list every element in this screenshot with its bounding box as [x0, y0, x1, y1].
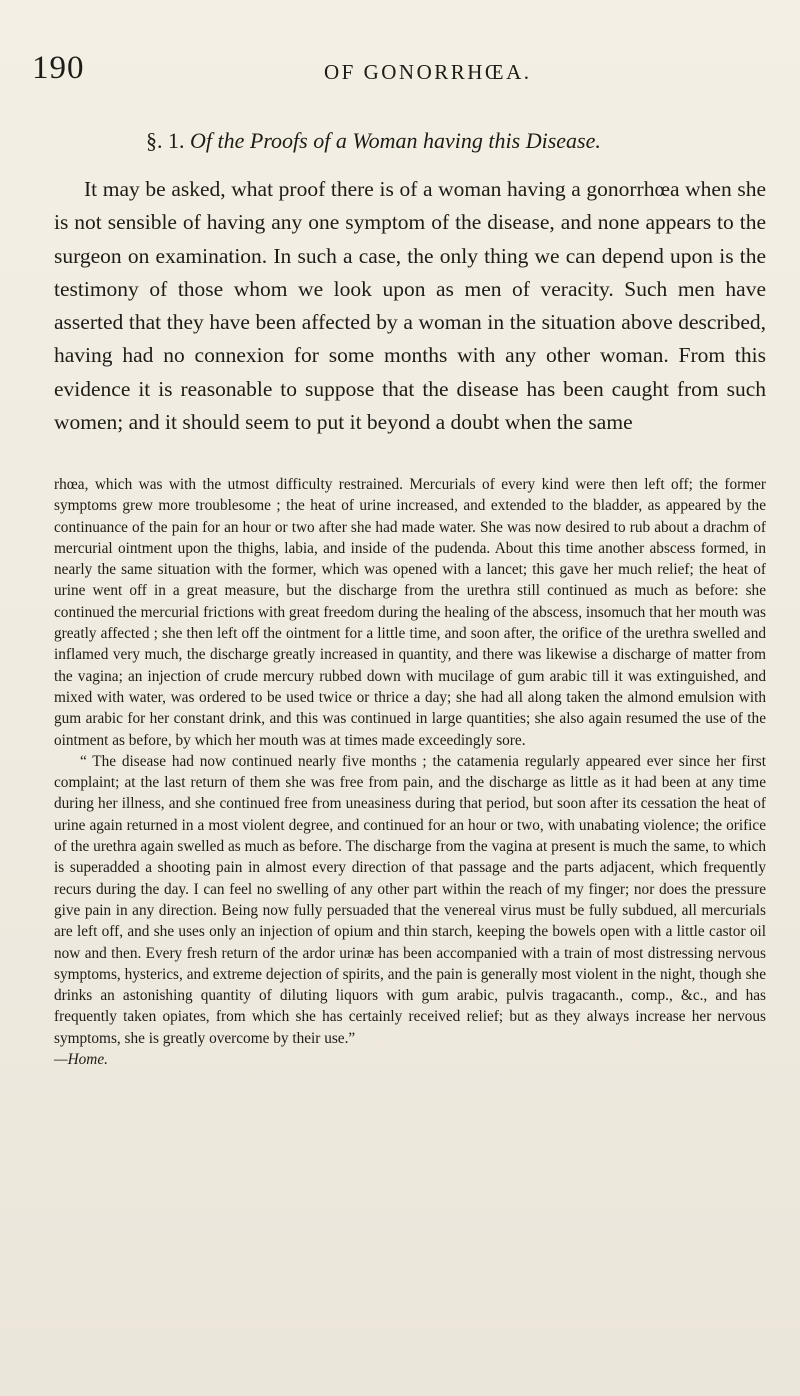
section-number: §. 1. — [146, 128, 185, 153]
running-head: OF GONORRHŒA. — [324, 60, 532, 84]
quote-paragraph-1: rhœa, which was with the utmost difficulty restrained. Mercurials of every kind were then left off; the former symptoms grew more troublesome ; the heat of urine increased, and extended to the bladder, as appeared by the continuance of the pain for an hour or two after she had made water. She was now desired to rub about a drachm of mercurial ointment upon the thighs, labia, and inside of the pudenda. About this time another abscess formed, in nearly the same situation with the former, which was opened with a lancet; this gave her much relief; the heat of urine went off in a great measure, but the discharge from the urethra still continued as much as before: she continued the mercurial frictions with great freedom during the healing of the abscess, insomuch that her mouth was greatly affected ; she then left off the ointment for a little time, and soon after, the orifice of the urethra swelled and inflamed very much, the discharge greatly increased in quantity, and there was likewise a discharge of matter from the vagina; an injection of crude mercury rubbed down with mucilage of gum arabic till it was extinguished, and mixed with water, was ordered to be used twice or thrice a day; she had all along taken the almond emulsion with gum arabic for her constant drink, and this was continued in large quantities; she also again resumed the use of the ointment as before, by which her mouth was at times made exceedingly sore. — [54, 476, 766, 749]
quote-attribution: —Home. — [54, 1051, 108, 1069]
footnote-quote — [54, 474, 766, 1070]
page-number: 190 — [32, 50, 85, 86]
section-title: Of the Proofs of a Woman having this Disease. — [190, 128, 601, 153]
section-heading — [146, 126, 786, 156]
page-header — [32, 48, 772, 98]
quote-paragraph-2: “ The disease had now continued nearly five months ; the catamenia regularly appeared ever since her first complaint; at the last return of them she was free from pain, and the discharge as little as it had been at any time during her illness, and she continued free from uneasiness during that period, but soon after its cessation the heat of urine again returned in a most violent degree, and continued for an hour or two, with unabating violence; the orifice of the urethra again swelled as much as before. The discharge from the vagina at present is much the same, to which is superadded a shooting pain in almost every direction of that passage and the parts adjacent, which frequently recurs during the day. I can feel no swelling of any other part within the reach of my finger; nor does the pressure give pain in any direction. Being now fully persuaded that the venereal virus must be fully subdued, all mercurials are left off, and she uses only an injection of opium and thin starch, keeping the bowels open with a little castor oil now and then. Every fresh return of the ardor urinæ has been accompanied with a train of most distressing nervous symptoms, hysterics, and extreme dejection of spirits, and the pain is generally most violent in the night, though she drinks an astonishing quantity of diluting liquors with gum arabic, pulvis tragacanth., comp., &c., and has frequently taken opiates, from which she has certainly received relief; but as they always increase her nervous symptoms, she is greatly overcome by their use.” — [54, 752, 766, 1047]
main-text — [54, 173, 766, 439]
body-paragraph: It may be asked, what proof there is of a woman having a gonorrhœa when she is not sensible of having any one symptom of the disease, and none appears to the surgeon on examination. In such a case, the only thing we can depend upon is the testimony of those whom we look upon as men of veracity. Such men have asserted that they have been affected by a woman in the situation above described, having had no connexion for some months with any other woman. From this evidence it is reasonable to suppose that the disease has been caught from such women; and it should seem to put it beyond a doubt when the same — [54, 177, 766, 435]
